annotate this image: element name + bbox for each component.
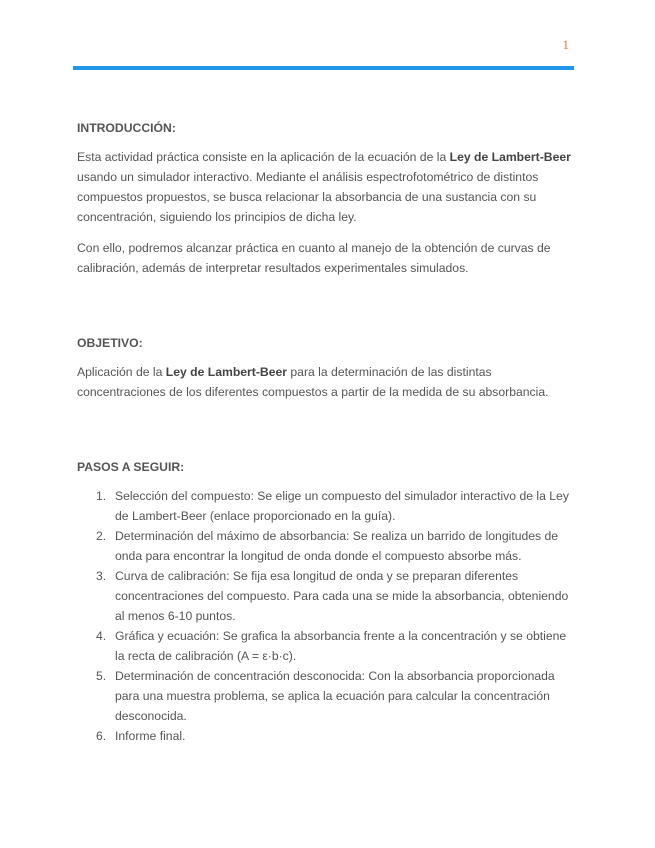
objective-heading: OBJETIVO: [77, 336, 143, 350]
list-item-text: Curva de calibración: Se fija esa longitud de onda y se preparan diferentes concentraciones del compuesto. Para cada una se mide la absorbancia, obteniendo al menos 6-10 puntos. [115, 569, 569, 623]
list-item-number: 2. [96, 529, 107, 543]
intro-heading: INTRODUCCIÓN: [77, 121, 176, 135]
objective-start: Aplicación de la [77, 365, 166, 379]
intro-paragraph-1 [77, 147, 577, 227]
page-number: 1 [562, 37, 569, 52]
intro-p1-start: Esta actividad práctica consiste en la aplicación de la ecuación de la [77, 150, 450, 164]
list-item-number: 4. [96, 629, 107, 643]
list-item-text: Determinación de concentración desconocida: Con la absorbancia proporcionada para una muestra problema, se aplica la ecuación para calcular la concentración desconocida. [115, 669, 555, 723]
list-item [77, 526, 577, 566]
list-item-text: Gráfica y ecuación: Se grafica la absorbancia frente a la concentración y se obtiene la recta de calibración (A = ε·b·c). [115, 629, 567, 663]
intro-p1-end: usando un simulador interactivo. Mediante el análisis espectrofotométrico de distintos compuestos propuestos, se busca relacionar la absorbancia de una sustancia con su concentración, siguiendo los principios de dicha ley. [77, 170, 539, 224]
list-item [77, 666, 577, 726]
list-item [77, 566, 577, 626]
list-item [77, 486, 577, 526]
intro-p1-bold: Ley de Lambert-Beer [449, 150, 571, 164]
objective-end: para la determinación de las distintas concentraciones de los diferentes compuestos a partir de la medida de su absorbancia. [77, 365, 549, 399]
objective-paragraph [77, 362, 577, 402]
objective-bold: Ley de Lambert-Beer [165, 365, 288, 379]
steps-heading: PASOS A SEGUIR: [77, 460, 185, 474]
list-item-number: 3. [96, 569, 107, 583]
list-item-text: Selección del compuesto: Se elige un compuesto del simulador interactivo de la Ley de Lambert-Beer (enlace proporcionado en la guía). [115, 489, 569, 523]
header-rule [73, 66, 574, 70]
list-item-text: Determinación del máximo de absorbancia: Se realiza un barrido de longitudes de onda para encontrar la longitud de onda donde el compuesto absorbe más. [115, 529, 559, 563]
document-body [77, 118, 577, 746]
list-item [77, 626, 577, 666]
list-item [77, 726, 577, 746]
list-item-text: Informe final. [115, 729, 186, 743]
intro-paragraph-2: Con ello, podremos alcanzar práctica en cuanto al manejo de la obtención de curvas de calibración, además de interpretar resultados experimentales simulados. [77, 241, 551, 275]
list-item-number: 6. [96, 729, 107, 743]
list-item-number: 5. [96, 669, 107, 683]
list-item-number: 1. [96, 489, 107, 503]
steps-list [77, 486, 577, 746]
